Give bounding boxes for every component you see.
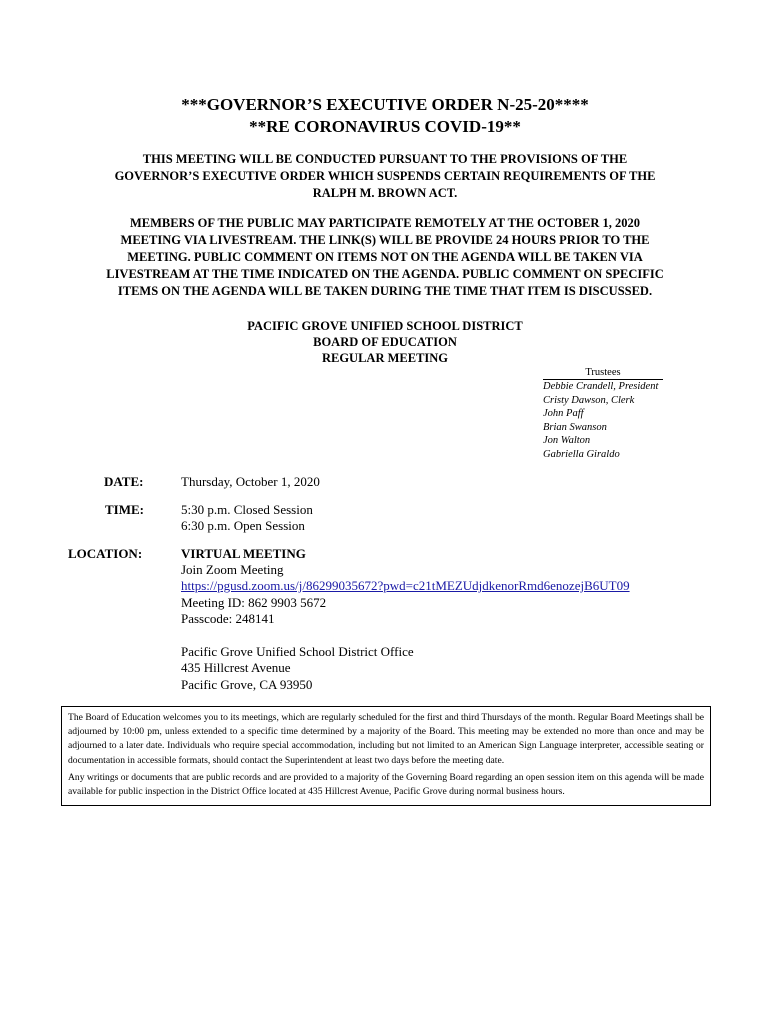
office-street: 435 Hillcrest Avenue xyxy=(181,660,291,675)
district-name: PACIFIC GROVE UNIFIED SCHOOL DISTRICT xyxy=(247,319,523,333)
time-open-session: 6:30 p.m. Open Session xyxy=(181,518,305,533)
office-name: Pacific Grove Unified School District Office xyxy=(181,644,414,659)
trustee-name: Gabriella Giraldo xyxy=(543,448,620,460)
header-line-2: **RE CORONAVIRUS COVID-19** xyxy=(249,117,521,136)
conduct-notice xyxy=(60,151,710,202)
trustee-name: John Paff xyxy=(543,408,584,419)
meeting-type: REGULAR MEETING xyxy=(321,351,449,365)
trustees-header: Trustees xyxy=(543,367,663,380)
participation-line: MEMBERS OF THE PUBLIC MAY PARTICIPATE REMOTELY AT THE OCTOBER 1, 2020 xyxy=(129,216,641,230)
time-closed-session: 5:30 p.m. Closed Session xyxy=(181,502,313,517)
location-title: VIRTUAL MEETING xyxy=(181,546,306,561)
location-label: LOCATION: xyxy=(68,546,143,561)
participation-line: MEETING VIA LIVESTREAM. THE LINK(S) WILL BE PROVIDE 24 HOURS PRIOR TO THE xyxy=(120,233,650,247)
trustee-name: Brian Swanson xyxy=(543,421,607,433)
participation-line: LIVESTREAM AT THE TIME INDICATED ON THE AGENDA. PUBLIC COMMENT ON SPECIFIC xyxy=(106,267,664,281)
passcode: Passcode: 248141 xyxy=(181,611,275,626)
office-city: Pacific Grove, CA 93950 xyxy=(181,677,313,692)
conduct-notice-line: RALPH M. BROWN ACT. xyxy=(312,186,458,200)
trustees-list xyxy=(543,366,703,461)
date-value: Thursday, October 1, 2020 xyxy=(181,474,320,489)
zoom-meeting-link[interactable]: https://pgusd.zoom.us/j/86299035672?pwd=c21tMEZUdjdkenorRmd6enozejB6UT09 xyxy=(181,578,630,593)
trustee-name: Jon Walton xyxy=(543,435,591,446)
conduct-notice-line: THIS MEETING WILL BE CONDUCTED PURSUANT TO THE PROVISIONS OF THE xyxy=(142,152,628,166)
conduct-notice-line: GOVERNOR’S EXECUTIVE ORDER WHICH SUSPENDS CERTAIN REQUIREMENTS OF THE xyxy=(114,169,656,183)
header-line-1: ***GOVERNOR’S EXECUTIVE ORDER N-25-20**** xyxy=(181,95,589,114)
notice-paragraph-meetings: The Board of Education welcomes you to its meetings, which are regularly scheduled for the first and third Thursdays of the month. Regular Board Meetings shall be adjourned by 10:00 pm, unless extended to a specific time determined by a majority of the Board. This meeting may be extended no more than once and may be adjourned to a later date. Individuals who require special accommodation, including but not limited to an American Sign Language interpreter, accessible seating or documentation in accessible formats, should contact the Superintendent at least two days before the meeting date. xyxy=(68,712,704,766)
public-participation-notice xyxy=(60,215,710,300)
date-label: DATE: xyxy=(104,474,144,489)
board-notice-box xyxy=(61,706,711,806)
trustee-name: Cristy Dawson, Clerk xyxy=(543,394,635,406)
notice-paragraph-records: Any writings or documents that are public records and are provided to a majority of the Governing Board regarding an open session item on this agenda will be made available for public inspection in the District Office located at 435 Hillcrest Avenue, Pacific Grove during normal business hours. xyxy=(68,771,704,798)
meeting-id: Meeting ID: 862 9903 5672 xyxy=(181,595,327,610)
time-label: TIME: xyxy=(105,502,144,517)
board-name: BOARD OF EDUCATION xyxy=(313,335,457,349)
participation-line: ITEMS ON THE AGENDA WILL BE TAKEN DURING THE TIME THAT ITEM IS DISCUSSED. xyxy=(117,284,653,298)
trustee-name: Debbie Crandell, President xyxy=(543,381,659,392)
participation-line: MEETING. PUBLIC COMMENT ON ITEMS NOT ON THE AGENDA WILL BE TAKEN VIA xyxy=(127,250,643,264)
zoom-join-text: Join Zoom Meeting xyxy=(181,562,284,577)
